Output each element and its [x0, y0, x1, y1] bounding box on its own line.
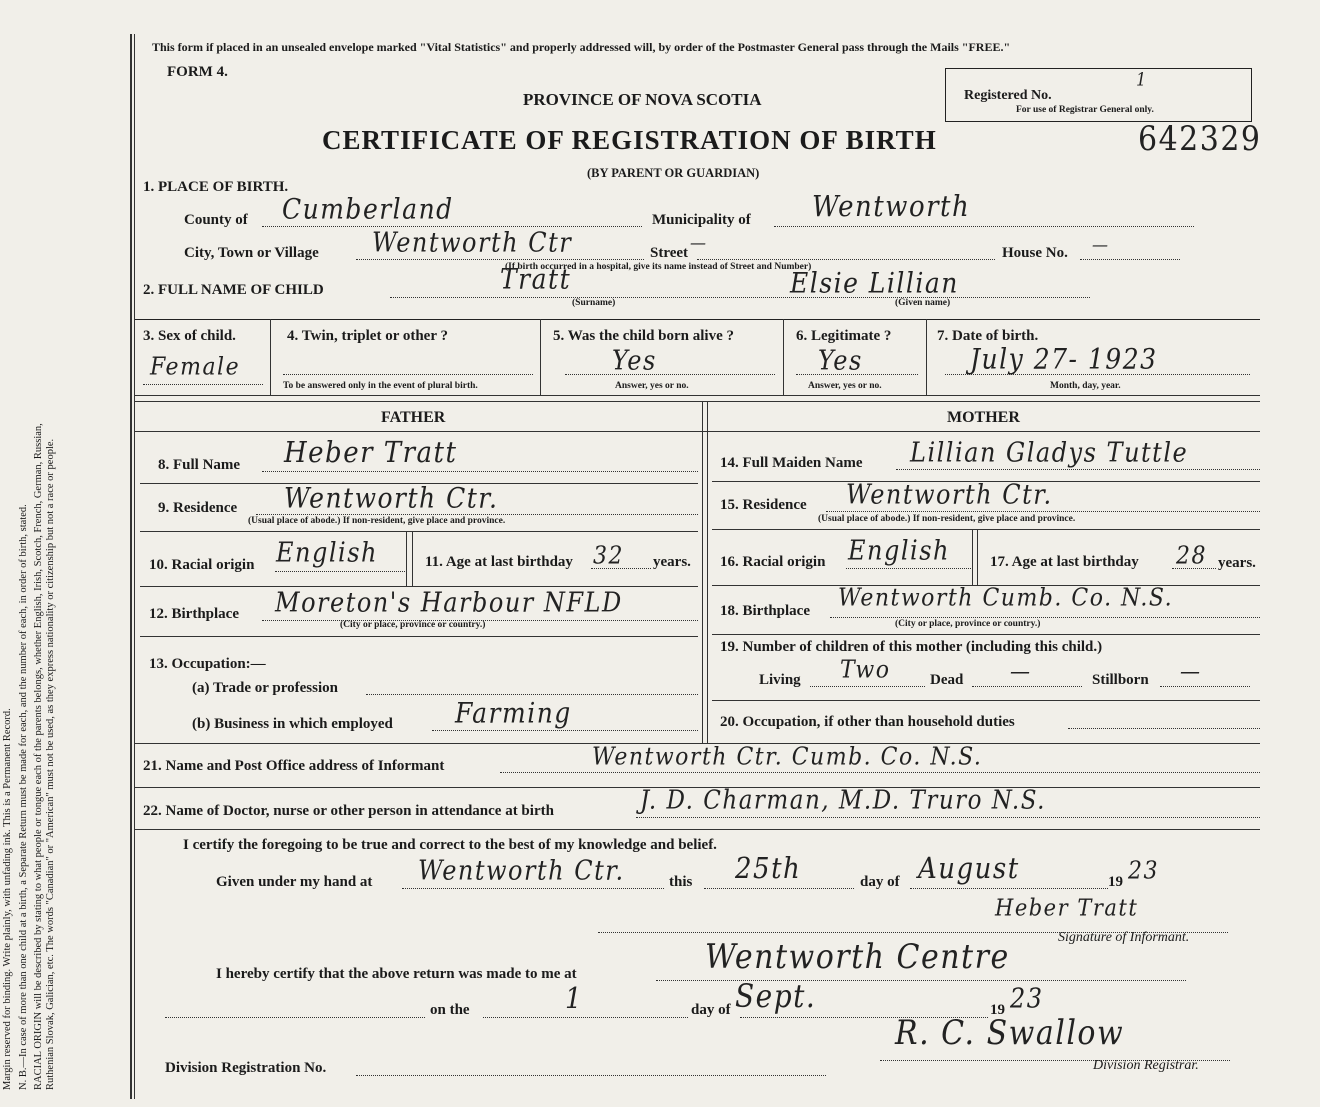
- stillborn-label: Stillborn: [1092, 672, 1149, 688]
- registered-note: For use of Registrar General only.: [1016, 105, 1154, 115]
- city-label: City, Town or Village: [184, 245, 319, 261]
- margin-line-2: N. B.—In case of more than one child at a birth, a Separate Return must be made for each, and the number of each, in order of birth, stated.: [17, 504, 29, 1090]
- father-residence-label: 9. Residence: [158, 500, 238, 516]
- twin-note: To be answered only in the event of plural birth.: [283, 381, 478, 391]
- father-race-label: 10. Racial origin: [149, 557, 255, 573]
- city-value: Wentworth Ctr: [372, 226, 573, 258]
- margin-line-1: Margin reserved for binding. Write plainly, with unfading ink. This is a Permanent Record.: [2, 708, 13, 1090]
- legitimate-note: Answer, yes or no.: [808, 381, 882, 391]
- father-name-label: 8. Full Name: [158, 457, 241, 473]
- sex-label: 3. Sex of child.: [143, 328, 236, 344]
- father-business-label: (b) Business in which employed: [192, 716, 393, 732]
- dob-label: 7. Date of birth.: [937, 328, 1039, 344]
- dead-label: Dead: [930, 672, 964, 688]
- mother-birthplace-value: Wentworth Cumb. Co. N.S.: [838, 584, 1174, 612]
- informant-signature: Heber Tratt: [995, 894, 1139, 921]
- this-label: this: [669, 874, 693, 890]
- father-race-value: English: [276, 536, 378, 568]
- mother-residence-value: Wentworth Ctr.: [846, 478, 1053, 510]
- certify-dayof-label: day of: [860, 874, 900, 890]
- certify-year-prefix: 19: [1108, 874, 1123, 890]
- registrar-year-prefix: 19: [990, 1002, 1005, 1018]
- registered-label: Registered No.: [964, 88, 1052, 103]
- certify-statement: I certify the foregoing to be true and correct to the best of my knowledge and belief.: [183, 837, 717, 853]
- street-label: Street: [650, 245, 689, 261]
- mail-notice: This form if placed in an unsealed envelope marked "Vital Statistics" and properly addressed will, by order of the Postmaster General pass through the Mails "FREE.": [152, 40, 1011, 54]
- twin-label: 4. Twin, triplet or other ?: [287, 328, 448, 344]
- father-birthplace-note: (City or place, province or country.): [340, 620, 486, 630]
- living-value: Two: [840, 656, 891, 684]
- stillborn-value: —: [1180, 657, 1202, 684]
- child-name-label: 2. FULL NAME OF CHILD: [143, 282, 324, 298]
- municipality-label: Municipality of: [652, 212, 751, 228]
- dob-note: Month, day, year.: [1050, 381, 1121, 391]
- registrar-dayof-label: day of: [691, 1002, 731, 1018]
- registrar-statement: I hereby certify that the above return was made to me at: [216, 966, 577, 982]
- given-label: Given under my hand at: [216, 874, 373, 890]
- informant-label: 21. Name and Post Office address of Informant: [143, 758, 445, 774]
- certify-place: Wentworth Ctr.: [418, 854, 625, 886]
- hospital-note: (If birth occurred in a hospital, give its name instead of Street and Number): [505, 262, 812, 272]
- mother-birthplace-note: (City or place, province or country.): [895, 619, 1041, 629]
- certify-year: 23: [1128, 857, 1159, 885]
- form-number: FORM 4.: [167, 64, 228, 80]
- certificate-subtitle: (BY PARENT OR GUARDIAN): [587, 166, 760, 180]
- dead-value: —: [1010, 657, 1032, 684]
- division-registration-label: Division Registration No.: [165, 1060, 327, 1076]
- registered-box: [945, 68, 1252, 122]
- margin-border-line: [130, 34, 132, 1099]
- legitimate-value: Yes: [818, 344, 863, 376]
- born-alive-label: 5. Was the child born alive ?: [553, 328, 734, 344]
- registrar-day: 1: [565, 982, 584, 1016]
- father-age-value: 32: [593, 542, 624, 570]
- mother-race-value: English: [848, 534, 950, 566]
- mother-residence-note: (Usual place of abode.) If non-resident, give place and province.: [818, 514, 1076, 524]
- father-residence-note: (Usual place of abode.) If non-resident, give place and province.: [248, 516, 506, 526]
- father-trade-label: (a) Trade or profession: [192, 680, 338, 696]
- house-value: —: [1092, 233, 1110, 255]
- father-heading: FATHER: [381, 409, 446, 426]
- father-business-value: Farming: [455, 696, 572, 729]
- certificate-title: CERTIFICATE OF REGISTRATION OF BIRTH: [322, 125, 937, 155]
- father-name-value: Heber Tratt: [284, 436, 458, 470]
- mother-birthplace-label: 18. Birthplace: [720, 603, 810, 619]
- mother-occupation-label: 20. Occupation, if other than household duties: [720, 714, 1015, 730]
- child-given-name: Elsie Lillian: [790, 266, 959, 299]
- county-label: County of: [184, 212, 248, 228]
- dob-value: July 27- 1923: [970, 342, 1158, 375]
- born-alive-value: Yes: [612, 344, 657, 376]
- county-value: Cumberland: [282, 192, 454, 225]
- province-heading: PROVINCE OF NOVA SCOTIA: [523, 90, 762, 109]
- certify-day: 25th: [735, 852, 802, 886]
- mother-age-label: 17. Age at last birthday: [990, 554, 1139, 570]
- binding-margin-notes: [2, 0, 127, 1090]
- father-occupation-label: 13. Occupation:—: [149, 656, 266, 672]
- margin-border-line-inner: [134, 34, 135, 1099]
- living-label: Living: [759, 672, 801, 688]
- born-alive-note: Answer, yes or no.: [615, 381, 689, 391]
- margin-line-3: RACIAL ORIGIN will be described by stating to what people or tongue each of the parents belongs, whether English, Irish, Scotch, French, German, Russian,: [33, 423, 45, 1090]
- registered-value: 1: [1136, 68, 1148, 90]
- informant-value: Wentworth Ctr. Cumb. Co. N.S.: [592, 743, 983, 771]
- registrar-month: Sept.: [735, 978, 817, 1015]
- registrar-year: 23: [1010, 982, 1044, 1014]
- mother-race-label: 16. Racial origin: [720, 554, 826, 570]
- mother-age-value: 28: [1176, 542, 1207, 570]
- children-count-label: 19. Number of children of this mother (including this child.): [720, 639, 1103, 655]
- surname-caption: (Surname): [572, 298, 616, 308]
- mother-name-label: 14. Full Maiden Name: [720, 455, 863, 471]
- mother-years-label: years.: [1218, 555, 1256, 571]
- father-birthplace-label: 12. Birthplace: [149, 606, 239, 622]
- sex-value: Female: [150, 353, 241, 381]
- father-years-label: years.: [653, 554, 691, 570]
- house-label: House No.: [1002, 245, 1068, 261]
- given-name-caption: (Given name): [895, 298, 951, 308]
- mother-heading: MOTHER: [947, 409, 1020, 426]
- place-of-birth-label: 1. PLACE OF BIRTH.: [143, 179, 289, 195]
- margin-line-4: Ruthenian Slovak, Galician, etc. The words "Canadian" or "American" must not be used, as they express nationality or citizenship but not a race or people.: [45, 438, 57, 1090]
- child-surname: Tratt: [500, 262, 572, 295]
- father-age-label: 11. Age at last birthday: [425, 554, 573, 570]
- mother-residence-label: 15. Residence: [720, 497, 807, 513]
- signature-of-informant-label: Signature of Informant.: [1058, 930, 1190, 945]
- certificate-number: 642329: [1138, 119, 1262, 159]
- certify-month: August: [918, 852, 1020, 886]
- registrar-place: Wentworth Centre: [705, 937, 1010, 977]
- on-the-label: on the: [430, 1002, 470, 1018]
- legitimate-label: 6. Legitimate ?: [796, 328, 892, 344]
- father-birthplace-value: Moreton's Harbour NFLD: [275, 586, 623, 618]
- division-registrar-label: Division Registrar.: [1093, 1058, 1199, 1073]
- registrar-signature: R. C. Swallow: [895, 1013, 1125, 1053]
- mother-name-value: Lillian Gladys Tuttle: [910, 436, 1189, 468]
- doctor-value: J. D. Charman, M.D. Truro N.S.: [640, 785, 1046, 815]
- father-residence-value: Wentworth Ctr.: [284, 481, 499, 514]
- municipality-value: Wentworth: [812, 190, 971, 224]
- street-value: —: [690, 231, 708, 253]
- doctor-label: 22. Name of Doctor, nurse or other person in attendance at birth: [143, 803, 554, 819]
